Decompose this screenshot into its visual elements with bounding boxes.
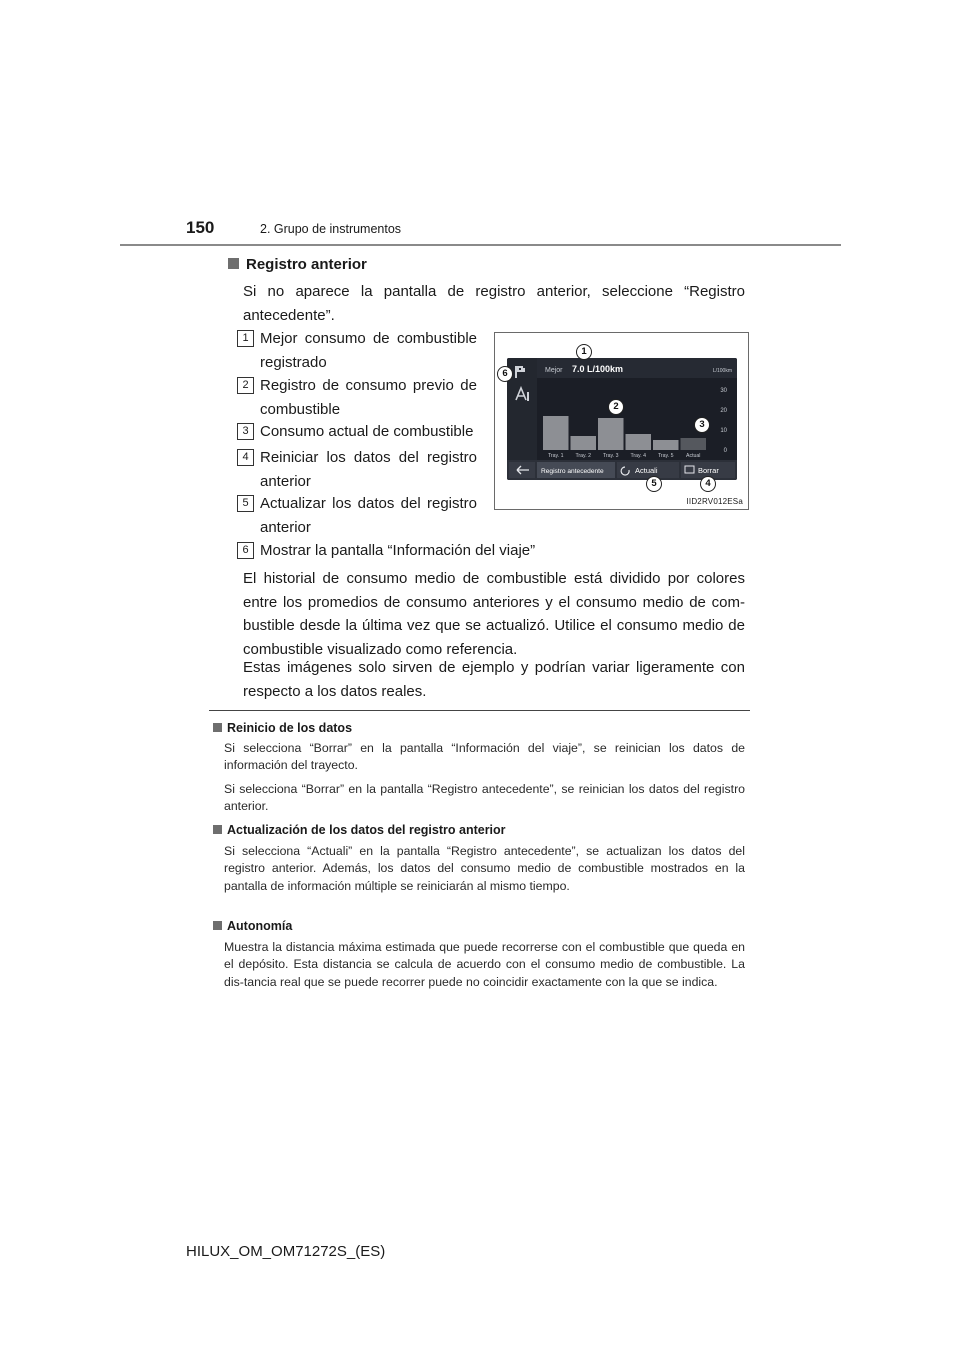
note-paragraph: Muestra la distancia máxima estimada que puede recorrerse con el combustible que queda en el depósito. Esta distancia se calcula de acuerdo con el consumo medio de combustible. La dis-tancia real que se puede recorrer puede no coincidir exactamente con la que se indica. <box>224 940 745 989</box>
item-text: Mejor consumo de combustible registrado <box>260 330 477 371</box>
list-item <box>237 446 477 493</box>
y-tick-label: 30 <box>720 388 727 394</box>
item-number-box: 4 <box>237 449 254 466</box>
update-button[interactable] <box>617 462 679 478</box>
list-item <box>237 420 477 444</box>
item-number-box: 1 <box>237 330 254 347</box>
y-tick-label: 20 <box>720 408 727 414</box>
chapter-title: 2. Grupo de instrumentos <box>260 222 402 236</box>
chart-bar <box>681 438 707 450</box>
callout-4: 4 <box>700 476 716 492</box>
item-text: Reiniciar los datos del registro anterior <box>260 449 477 490</box>
square-bullet-icon <box>213 723 222 732</box>
item-text: Registro de consumo previo de combustible <box>260 377 477 418</box>
callout-2: 2 <box>608 399 624 415</box>
back-button[interactable] <box>509 462 535 478</box>
x-tick-label: Tray. 5 <box>657 453 674 459</box>
section-intro: Si no aparece la pantalla de registro anterior, seleccione “Registro antecedente”. <box>243 283 745 324</box>
item-number-box: 6 <box>237 542 254 559</box>
note-title: Actualización de los datos del registro anterior <box>213 823 506 837</box>
note-paragraph: Si selecciona “Borrar” en la pantalla “Información del viaje”, se reinician los datos de información del trayecto. <box>224 741 745 773</box>
clear-button-label: Borrar <box>698 466 719 475</box>
callout-6: 6 <box>497 366 513 382</box>
x-tick-label: Actual <box>686 453 701 459</box>
y-tick-label: 0 <box>723 448 727 454</box>
top-bar <box>537 358 737 378</box>
note-paragraph: Si selecciona “Actuali” en la pantalla “Registro antecedente”, se actualizan los datos del registro anterior. Además, los datos del consumo medio de combustible mostrados en la pantalla de información múltiple se reiniciarán al mismo tiempo. <box>224 844 745 893</box>
item-text: Mostrar la pantalla “Información del viaje” <box>260 542 536 559</box>
footer-code: HILUX_OM_OM71272S_(ES) <box>186 1243 386 1260</box>
history-button[interactable] <box>537 462 615 478</box>
list-item <box>237 327 477 374</box>
callout-5: 5 <box>646 476 662 492</box>
list-item <box>237 492 477 539</box>
list-item <box>237 374 477 421</box>
chart-bar <box>626 434 652 450</box>
section-title <box>228 256 367 273</box>
square-bullet-icon <box>213 921 222 930</box>
chart-bar <box>598 418 624 450</box>
y-tick-label: 10 <box>720 428 727 434</box>
item-number-box: 2 <box>237 377 254 394</box>
item-number-box: 3 <box>237 423 254 440</box>
x-tick-label: Tray. 3 <box>602 453 619 459</box>
callout-1: 1 <box>576 344 592 360</box>
history-button-label: Registro antecedente <box>541 468 604 475</box>
x-tick-label: Tray. 1 <box>547 453 564 459</box>
chart-bar <box>653 440 679 450</box>
note-paragraph: Si selecciona “Borrar” en la pantalla “Registro antecedente”, se reinician los datos del registro anterior. <box>224 782 745 814</box>
update-button-label: Actuali <box>635 466 658 475</box>
item-number-box: 5 <box>237 495 254 512</box>
figure-code: IID2RV012ESa <box>686 497 743 506</box>
divider <box>209 710 750 711</box>
figure <box>494 332 749 510</box>
chart-bar <box>571 436 597 450</box>
best-label: Mejor <box>545 367 563 374</box>
section-title-text: Registro anterior <box>246 256 367 273</box>
page-number: 150 <box>186 218 215 237</box>
list-item <box>237 539 707 563</box>
item-text: Consumo actual de combustible <box>260 423 474 440</box>
best-value: 7.0 L/100km <box>572 364 624 374</box>
square-bullet-icon <box>213 825 222 834</box>
paragraph: Estas imágenes solo sirven de ejemplo y podrían variar ligeramente con respecto a los datos reales. <box>243 659 745 700</box>
unit-label: L/100km <box>712 368 732 374</box>
x-tick-label: Tray. 4 <box>630 453 647 459</box>
square-bullet-icon <box>228 258 239 269</box>
x-tick-label: Tray. 2 <box>575 453 592 459</box>
item-text: Actualizar los datos del registro anterior <box>260 495 477 536</box>
chart-bar <box>543 416 569 450</box>
header-rule <box>120 244 841 246</box>
callout-3: 3 <box>694 417 710 433</box>
note-title: Reinicio de los datos <box>213 721 352 735</box>
paragraph: El historial de consumo medio de combustible está dividido por colores entre los promedios de consumo anteriores y el consumo medio de com-bustible desde la última vez que se actualizó. Utilice el consumo medio de combustible visualizado como referencia. <box>243 570 745 658</box>
note-title: Autonomía <box>213 919 292 933</box>
